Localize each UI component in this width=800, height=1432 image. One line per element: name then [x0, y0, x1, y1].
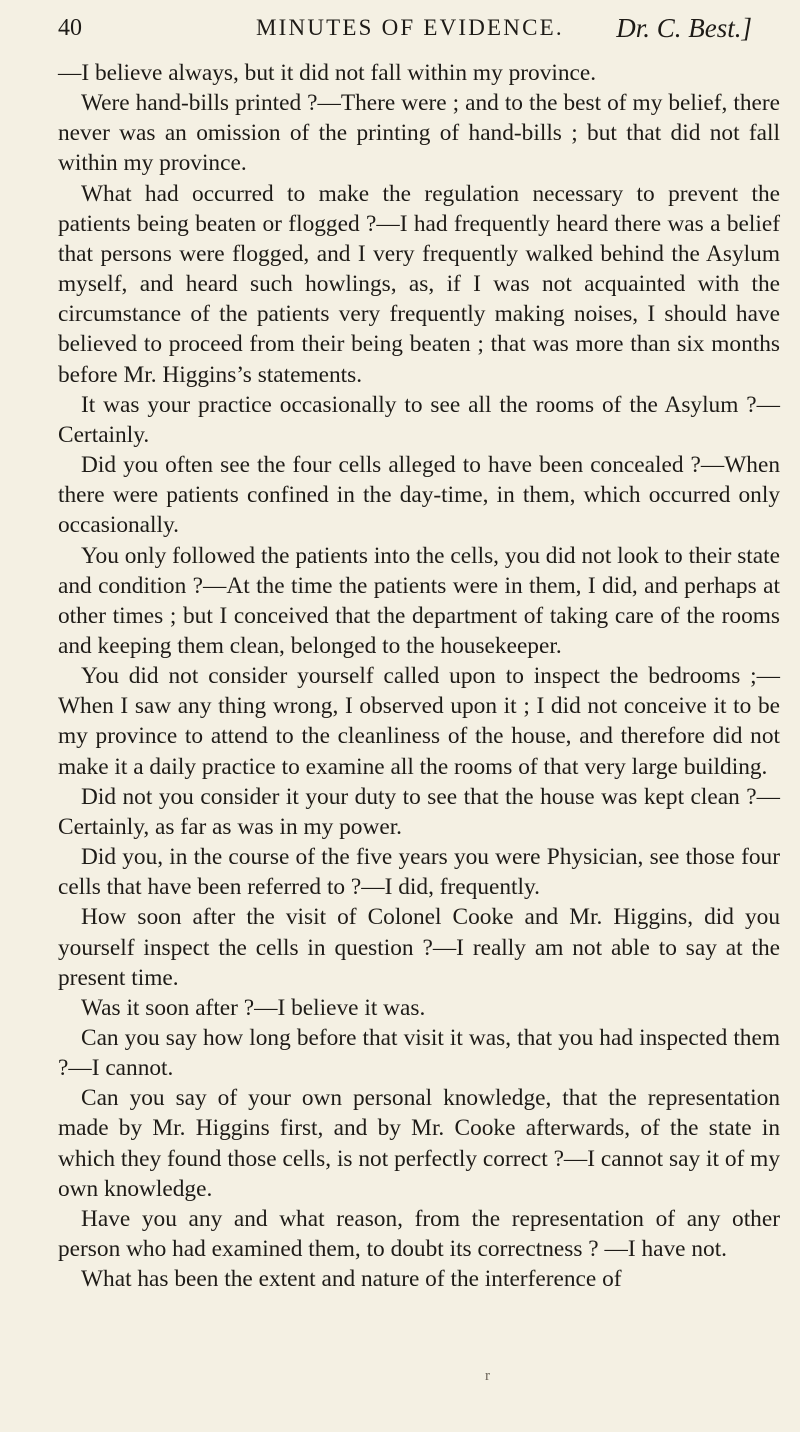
- paragraph: Did not you consider it your duty to see that the house was kept clean ?—Certainly, as far as was in my power.: [58, 783, 780, 840]
- paragraph: Can you say how long before that visit it was, that you had inspected them ?—I cannot.: [58, 1025, 780, 1082]
- footer-mark: r: [485, 1368, 490, 1384]
- paragraph: Can you say of your own personal knowledge, that the representation made by Mr. Higgins first, and by Mr. Cooke afterwards, of the state in which they found those cells, is not perfectly correct ?—I cannot say it of my own knowledge.: [58, 1085, 780, 1202]
- paragraph: Have you any and what reason, from the representation of any other person who had examined them, to doubt its correctness ? —I have not.: [58, 1205, 780, 1263]
- paragraph: Did you often see the four cells alleged to have been concealed ?—When there were patients confined in the day-time, in them, which occurred only occasionally.: [58, 452, 780, 539]
- paragraph: What had occurred to make the regulation necessary to prevent the patients being beaten or flogged ?—I had frequently heard there was a belief that persons were flogged, and I very frequently walked behind the Asylum myself, and heard such howlings, as, if I was not acquainted with the circumstance of the patients very frequently making noises, I should have believed to proceed from their being beaten ; that was more than six months before Mr. Higgins’s statements.: [58, 180, 780, 388]
- paragraph: It was your practice occasionally to see all the rooms of the Asylum ?—Certainly.: [58, 391, 780, 448]
- page-header: [58, 8, 776, 48]
- paragraph: You did not consider yourself called upon to inspect the bedrooms ;—When I saw any thing wrong, I observed upon it ; I did not conceive it to be my province to attend to the cleanliness of the house, and therefore did not make it a daily practice to examine all the rooms of that very large building.: [58, 663, 780, 780]
- author-head: Dr. C. Best.]: [616, 13, 752, 43]
- paragraph: Were hand-bills printed ?—There were ; and to the best of my belief, there never was an omission of the printing of hand-bills ; but that did not fall within my province.: [58, 90, 780, 177]
- paragraph: Did you, in the course of the five years you were Physician, see those four cells that have been referred to ?—I did, frequently.: [58, 844, 780, 901]
- paragraph: —I believe always, but it did not fall within my province.: [58, 60, 597, 86]
- paragraph: You only followed the patients into the cells, you did not look to their state and condition ?—At the time the patients were in them, I did, and perhaps at other times ; but I conceived that the department of taking care of the rooms and keeping them clean, belonged to the housekeeper.: [58, 542, 780, 659]
- paragraph: How soon after the visit of Colonel Cooke and Mr. Higgins, did you yourself inspect the cells in question ?—I really am not able to say at the present time.: [58, 904, 780, 991]
- body-text: [58, 58, 780, 1294]
- running-head: MINUTES OF EVIDENCE.: [256, 15, 564, 40]
- paragraph: What has been the extent and nature of the interference of: [81, 1266, 622, 1293]
- paragraph: Was it soon after ?—I believe it was.: [81, 994, 426, 1021]
- page-number: 40: [58, 15, 82, 41]
